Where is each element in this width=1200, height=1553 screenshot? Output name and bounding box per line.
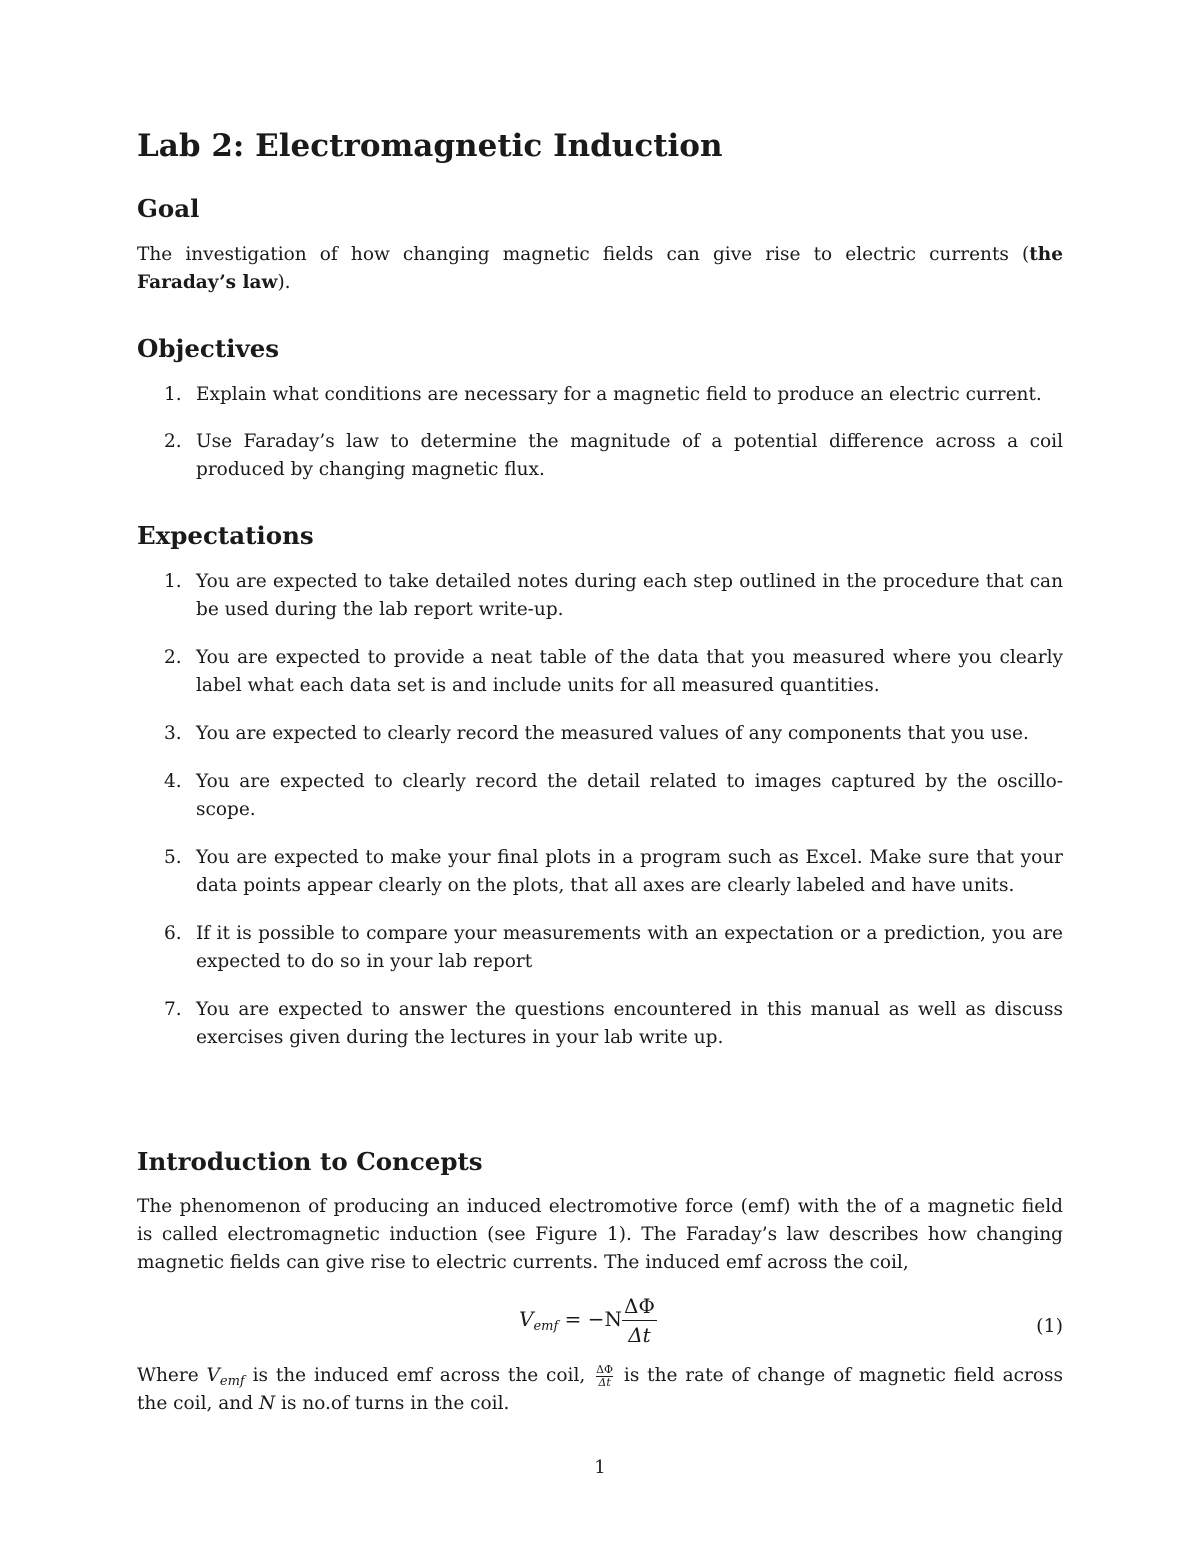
faraday-equation bbox=[519, 1294, 657, 1347]
list-item bbox=[137, 920, 1063, 976]
list-item-text: You are expected to provide a neat table of the data that you measured where you clearly label what each data set is and include units for all measured quantities. bbox=[196, 647, 1063, 696]
equation-numerator: ΔΦ bbox=[622, 1294, 657, 1321]
list-item-text: You are expected to answer the questions encountered in this manual as well as discuss exercises given during the lectures in your lab write up. bbox=[196, 999, 1063, 1048]
list-item-number: 5. bbox=[164, 847, 182, 868]
explanation-rest2: is no.of turns in the coil. bbox=[281, 1393, 510, 1414]
equation-explanation bbox=[137, 1362, 1063, 1418]
goal-bold-law: Faraday’s law bbox=[137, 272, 278, 293]
list-item-text: Explain what conditions are necessary for a magnetic field to produce an electric current. bbox=[196, 384, 1042, 405]
list-item bbox=[137, 428, 1063, 484]
equation-number: (1) bbox=[1036, 1315, 1063, 1337]
list-item-number: 6. bbox=[164, 923, 182, 944]
equation-denominator: Δt bbox=[628, 1323, 651, 1347]
list-item bbox=[137, 720, 1063, 748]
equation-lhs-var: V bbox=[519, 1307, 534, 1331]
list-item bbox=[137, 996, 1063, 1052]
intro-paragraph: The phenomenon of producing an induced electromotive force (emf) with the of a magnetic field is called electromagnetic induction (see Figure 1). The Faraday’s law describes how changing magnetic fields can give rise to electric currents. The induced emf across the coil, bbox=[137, 1196, 1063, 1273]
list-item-number: 2. bbox=[164, 431, 182, 452]
intro-heading: Introduction to Concepts bbox=[137, 1147, 483, 1176]
equation-fraction bbox=[622, 1294, 657, 1347]
list-item bbox=[137, 644, 1063, 700]
list-item-number: 1. bbox=[164, 571, 182, 592]
expectations-heading: Expectations bbox=[137, 521, 314, 550]
list-item-text: You are expected to take detailed notes during each step outlined in the procedure that can be used during the lab report write-up. bbox=[196, 571, 1063, 620]
list-item-number: 4. bbox=[164, 771, 182, 792]
list-item-text: You are expected to clearly record the detail related to images captured by the oscillo-scope. bbox=[196, 771, 1063, 820]
list-item bbox=[137, 844, 1063, 900]
objectives-heading: Objectives bbox=[137, 334, 280, 363]
explanation-var: V bbox=[206, 1365, 220, 1386]
explanation-n: N bbox=[258, 1393, 276, 1414]
list-item-number: 1. bbox=[164, 384, 182, 405]
expectations-list bbox=[137, 568, 1063, 1052]
explanation-where: Where bbox=[137, 1365, 199, 1386]
list-item-text: If it is possible to compare your measurements with an expectation or a prediction, you are expected to do so in your lab report bbox=[196, 923, 1063, 972]
list-item bbox=[137, 568, 1063, 624]
explanation-fraction bbox=[596, 1364, 613, 1389]
list-item-text: You are expected to clearly record the measured values of any components that you use. bbox=[196, 723, 1029, 744]
goal-paragraph bbox=[137, 241, 1063, 297]
explanation-rest1: is the rate of change of magnetic field across the coil, and bbox=[137, 1365, 1063, 1414]
list-item bbox=[137, 768, 1063, 824]
equation-equals: = −N bbox=[564, 1307, 623, 1331]
list-item-number: 7. bbox=[164, 999, 182, 1020]
explanation-frac-den: Δt bbox=[598, 1375, 611, 1389]
page-title: Lab 2: Electromagnetic Induction bbox=[137, 128, 723, 164]
goal-text-after: ). bbox=[277, 272, 291, 293]
page-number: 1 bbox=[594, 1457, 606, 1478]
explanation-mid: is the induced emf across the coil, bbox=[252, 1365, 586, 1386]
equation-lhs-sub: emf bbox=[533, 1319, 559, 1334]
objectives-list bbox=[137, 381, 1063, 484]
goal-heading: Goal bbox=[137, 194, 200, 223]
list-item-number: 2. bbox=[164, 647, 182, 668]
list-item-text: You are expected to make your final plots in a program such as Excel. Make sure that your data points appear clearly on the plots, that all axes are clearly labeled and have units. bbox=[196, 847, 1063, 896]
list-item bbox=[137, 381, 1063, 409]
explanation-frac-num: ΔΦ bbox=[596, 1362, 614, 1376]
goal-bold-the: the bbox=[1029, 244, 1063, 265]
goal-text-before: The investigation of how changing magnetic fields can give rise to electric currents ( bbox=[137, 244, 1030, 265]
explanation-sub: emf bbox=[219, 1374, 245, 1389]
list-item-number: 3. bbox=[164, 723, 182, 744]
list-item-text: Use Faraday’s law to determine the magnitude of a potential difference across a coil produced by changing magnetic flux. bbox=[196, 431, 1063, 480]
